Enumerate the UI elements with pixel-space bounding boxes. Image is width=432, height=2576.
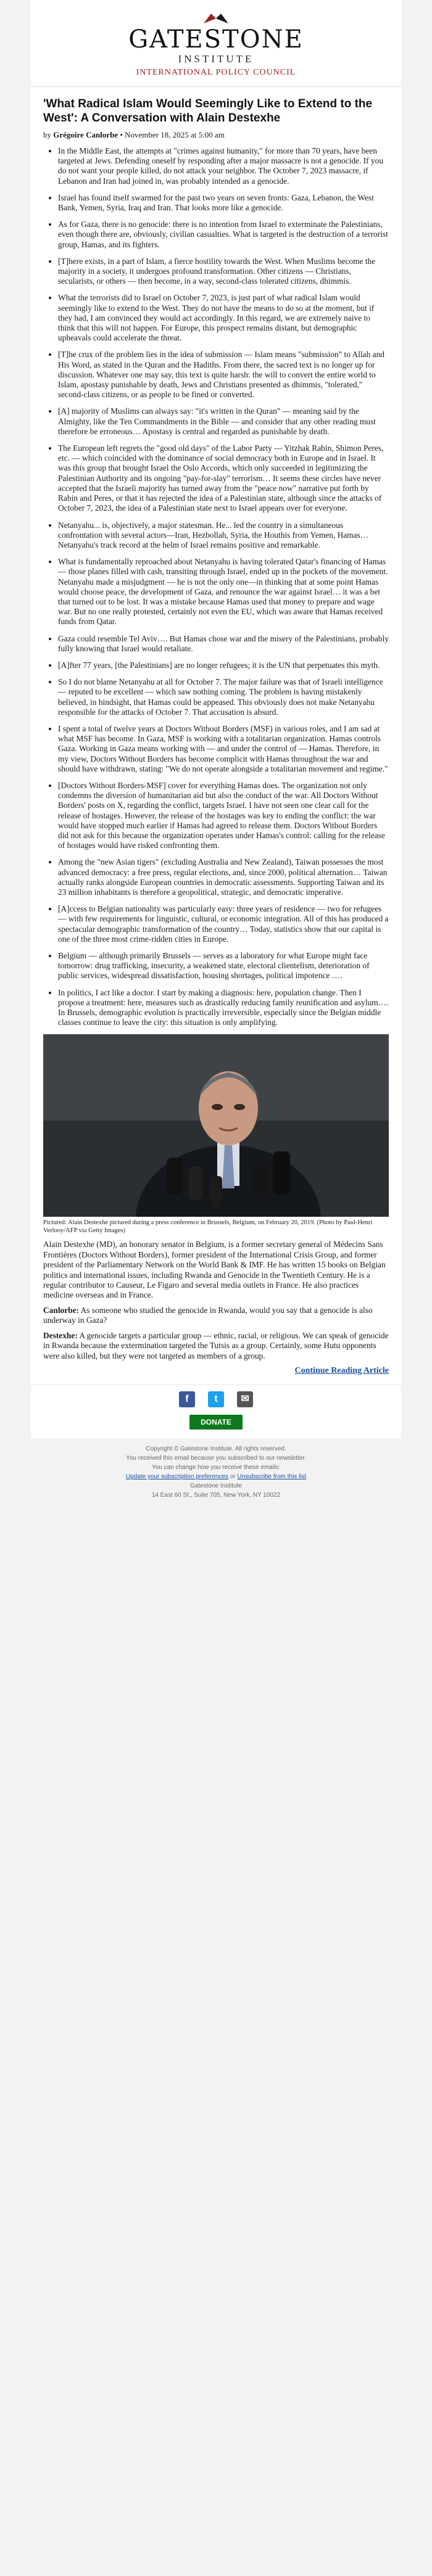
answer bbox=[43, 1331, 389, 1361]
publish-date: November 18, 2025 at 5:00 am bbox=[125, 130, 225, 139]
receive-prefix: You can change how you receive these emails: bbox=[151, 1463, 281, 1471]
photo-illustration bbox=[43, 1034, 389, 1217]
unsubscribe-link[interactable]: Unsubscribe from this list bbox=[237, 1473, 307, 1480]
summary-item: • [A] majority of Muslims can always say: "it's written in the Quran" — meaning said by the Almighty, like the Ten Commandments in the Bible — and consider that any other reading must therefore be erroneous… Apostasy is central and regarded as punishable by death. bbox=[58, 406, 389, 437]
preferences-link[interactable]: Update your subscription preferences bbox=[125, 1473, 229, 1480]
summary-list bbox=[43, 146, 389, 1027]
question bbox=[43, 1306, 389, 1326]
summary-item: • [Doctors Without Borders-MSF] cover for everything Hamas does. The organization not only condemns the diversion of humanitarian aid but also the conduct of the war. All Doctors Without Borders' posts on X, regarding the conflict, targets Israel. I have not seen one clear call for the release of hostages. However, the release of the hostages was key to ending the conflict: the war would have stopped much earlier if Hamas had agreed to release them. Doctors Without Borders did not ask for this because the organization operates under Hamas's control: calling for the release of hostages would have risked confronting them. bbox=[58, 781, 389, 850]
summary-item: • As for Gaza, there is no genocide: there is no intention from Israel to exterminate the Palestinians, even though there are, obviously, civilian casualties. What is targeted is the destruction of a terrorist group, Hamas, and its fighters. bbox=[58, 220, 389, 250]
org-name: Gatestone Institute bbox=[190, 1482, 242, 1489]
copyright-text: Copyright © Gatestone Institute. All rights reserved. bbox=[146, 1445, 286, 1452]
brand-tagline: INTERNATIONAL POLICY COUNCIL bbox=[136, 68, 296, 77]
continue-reading bbox=[43, 1366, 389, 1376]
donate-row bbox=[31, 1411, 401, 1438]
summary-item: • [A]ccess to Belgian nationality was particularly easy: three years of residence — two for refugees — with few requirements for linguistic, cultural, or economic integration. All of this has produced a spectacular demographic transformation of the country… Today, statistics show that our capital is one of the three most crime-ridden cities in Europe. bbox=[58, 904, 389, 944]
summary-item: • In politics, I act like a doctor. I start by making a diagnosis: here, population change. Then I propose a treatment: here, measures such as drastically reducing family reunification and asylum…. In Brussels, demographic evolution is practically irreversible, especially since the Belgian middle classes continue to leave the city: this situation is only amplifying. bbox=[58, 988, 389, 1028]
answer-text: A genocide targets a particular group — ethnic, racial, or religious. We can speak of genocide in Rwanda because the extermination targeted the Tutsis as a group. Certainly, some Hutu opponents were also killed, but they were not targeted as members of a group. bbox=[43, 1330, 389, 1360]
facebook-icon[interactable]: f bbox=[179, 1391, 195, 1407]
email-icon[interactable]: ✉ bbox=[237, 1391, 253, 1407]
summary-item: • What the terrorists did to Israel on October 7, 2023, is just part of what radical Islam would seemingly like to extend to the West. They do not have the means to do so at the moment, but if they had, I am convinced they would act accordingly. In this regard, we are extremely naive to think that this will not happen. For Europe, this prospect remains distant, but demographic upheavals could accelerate the threat. bbox=[58, 293, 389, 343]
logo-mark-icon bbox=[202, 11, 230, 25]
email-container bbox=[31, 0, 401, 1438]
article bbox=[31, 87, 401, 1376]
summary-item: • Among the "new Asian tigers" (excluding Australia and New Zealand), Taiwan possesses the most advanced democracy: a free press, regular elections, and, since 2000, political alternation… Taiwan actually ranks alongside European countries in democratic assessments. Supporting Taiwan and its 23 million inhabitants is therefore a geopolitical, strategic, and democratic imperative. bbox=[58, 857, 389, 897]
summary-item: • [T]he crux of the problem lies in the idea of submission — Islam means "submission" to Allah and His Word, as stated in the Quran and the Hadiths. From there, the sacred text is no longer up for discussion. Whatever one may say, this text is quite harsh: the will to convert the entire world to Islam, apostasy punishable by death, Jews and Christians presented as dhimmis, "tolerated," second-class citizens, or as people to be fined or converted. bbox=[58, 350, 389, 400]
brand-name[interactable]: GATESTONE bbox=[128, 25, 304, 54]
byline: by Grégoire Canlorbe • November 18, 2025 at 5:00 am bbox=[43, 130, 225, 139]
social-links bbox=[31, 1385, 401, 1411]
summary-item: • So I do not blame Netanyahu at all for October 7. The major failure was that of Israeli intelligence — reputed to be excellent — which saw nothing coming. The problem is having mistakenly believed, in hindsight, that Hamas could be appeased. This obviously does not make Netanyahu responsible for the attacks of October 7. That accusation is absurd. bbox=[58, 677, 389, 717]
author-link[interactable]: Grégoire Canlorbe bbox=[53, 130, 118, 139]
summary-item: • What is fundamentally reproached about Netanyahu is having tolerated Qatar's financing of Hamas — those planes filled with cash, transiting through Israel, ended up in the pockets of the movement. Netanyahu made a misjudgment — he is not the only one—in thinking that at some point Hamas would choose peace, the development of Gaza, and renounce the war against Israel… it was a bet that turned out to be lost. It was a mistake because Hamas used that money to prepare and wage war. But no one really protested, certainly not even the EU, which was aware that Hamas received funds from Qatar. bbox=[58, 557, 389, 627]
article-photo bbox=[43, 1034, 389, 1217]
photo-caption: Pictured: Alain Destexhe pictured during a press conference in Brussels, Belgium, on February 20, 2019. (Photo by Paul-Henri Verlooy/AFP via Getty Images) bbox=[43, 1219, 373, 1235]
question-text: As someone who studied the genocide in Rwanda, would you say that a genocide is also underway in Gaza? bbox=[43, 1305, 373, 1325]
preferences-row bbox=[0, 1473, 432, 1480]
or-text: or bbox=[230, 1473, 236, 1480]
answer-speaker: Destexhe: bbox=[43, 1330, 78, 1340]
summary-item: • Netanyahu... is, objectively, a major statesman. He... led the country in a simultaneous confrontation with several actors—Iran, Hezbollah, Syria, the Houthis from Yemen, Hamas… Netanyahu's track record at the helm of Israel remains positive and remarkable. bbox=[58, 521, 389, 551]
summary-item: • The European left regrets the "good old days" of the Labor Party — Yitzhak Rabin, Shimon Peres, etc. — which coincided with the dominance of social democracy both in Europe and in Israel. It was this group that brought Israel the Oslo Accords, which only succeeded in legitimizing the Palestinian Authority and its ongoing "pay-for-slay" terrorism… It seems these circles have never accepted that the Israeli majority has turned away from the "peace now" narrative put forth by Rabin and Peres, or that it has rejected the idea of a Palestinian state, although since the attacks of October 7, 2023, the idea of a Palestinian state next to Israel appears over for everyone. bbox=[58, 443, 389, 513]
article-title[interactable]: 'What Radical Islam Would Seemingly Like to Extend to the West': A Conversation with Alain Destexhe bbox=[43, 97, 373, 125]
received-text: You received this email because you subscribed to our newsletter. bbox=[125, 1454, 307, 1462]
donate-button[interactable]: DONATE bbox=[189, 1415, 243, 1430]
continue-reading-link[interactable]: Continue Reading Article bbox=[294, 1365, 389, 1375]
summary-item: • I spent a total of twelve years at Doctors Without Borders (MSF) in various roles, and I am sad at what MSF has become. In Gaza, MSF is working with a totalitarian organization. Hamas controls Gaza. Working in Gaza means working with — and under the control of — Hamas. Therefore, in my view, Doctors Without Borders has become complicit with Hamas throughout the war and should have withdrawn, stating: "We do not operate alongside a totalitarian movement and regime." bbox=[58, 724, 389, 774]
author-bio: Alain Destexhe (MD), an honorary senator in Belgium, is a former secretary general of Médecins Sans Frontières (Doctors Without Borders), former president of the International Crisis Group, and former president of the Parliamentary Network on the World Bank & IMF. He has written 15 books on Belgian politics and international issues, including Rwanda and Genocide in the Twentieth Century. He is a regular contributor to Causeur, Le Figaro and several media outlets in France. He also practices medicine overseas and in France. bbox=[43, 1240, 386, 1300]
byline-prefix: by bbox=[43, 130, 51, 139]
brand-institute: INSTITUTE bbox=[178, 53, 254, 65]
org-address: 14 East 60 St., Suite 705, New York, NY 10022 bbox=[151, 1491, 281, 1499]
question-speaker: Canlorbe: bbox=[43, 1305, 80, 1315]
summary-item: • [A]fter 77 years, [the Palestinians] are no longer refugees; it is the UN that perpetuates this myth. bbox=[58, 660, 389, 670]
twitter-icon[interactable]: t bbox=[208, 1391, 224, 1407]
summary-item: • Gaza could resemble Tel Aviv…. But Hamas chose war and the misery of the Palestinians, probably fully knowing that Israel would retaliate. bbox=[58, 634, 389, 654]
summary-item: • In the Middle East, the attempts at "crimes against humanity," for more than 70 years, have been targeted at Jews. Defending oneself by responding after a major massacre is not a genocide. If you do not want your people killed, do not attack your neighbor. The October 7, 2023 massacre, if Lebanon and Iran had joined in, was probably intended as a genocide. bbox=[58, 146, 389, 186]
summary-item: • Israel has found itself swarmed for the past two years on seven fronts: Gaza, Lebanon, the West Bank, Yemen, Syria, Iraq and Iran. That looks more like a genocide. bbox=[58, 193, 389, 213]
footer bbox=[0, 1438, 432, 1515]
header bbox=[31, 0, 401, 87]
summary-item: • Belgium — although primarily Brussels — serves as a laboratory for what Europe might face tomorrow: drug trafficking, insecurity, a weakened state, electoral clientelism, deterioration of public services, widespread dissatisfaction, housing shortages, political impotence …. bbox=[58, 951, 389, 981]
summary-item: • [T]here exists, in a part of Islam, a fierce hostility towards the West. When Muslims become the majority in a society, it undergoes profound transformation. Other citizens — Christians, secularists, or others — then become, in a way, second-class tolerated citizens, dhimmis. bbox=[58, 257, 389, 287]
